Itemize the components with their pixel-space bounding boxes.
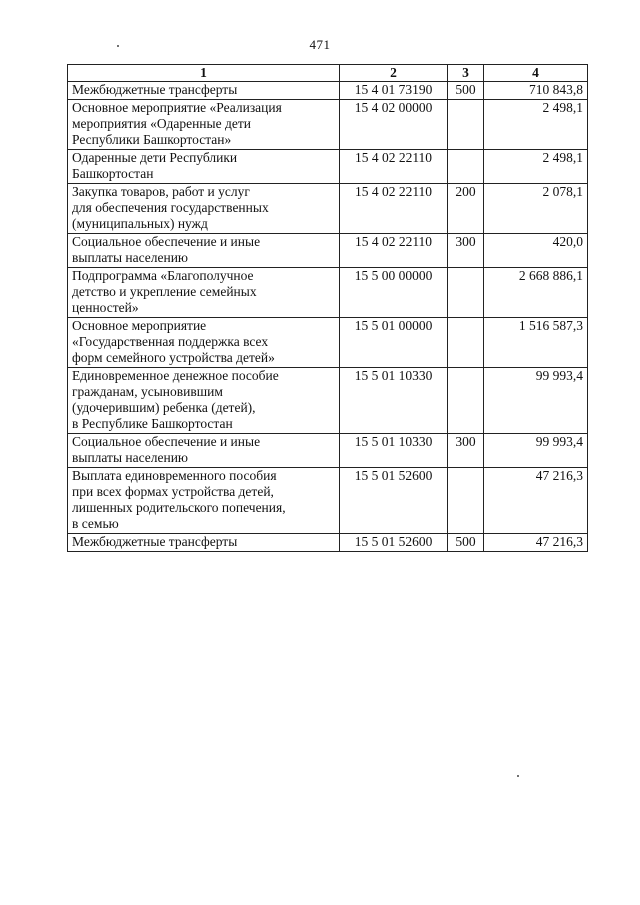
table-row [68, 184, 588, 234]
table-row [68, 234, 588, 268]
row-name-cell: Подпрограмма «Благополучное детство и укрепление семейных ценностей» [68, 268, 340, 318]
row-type-cell: 300 [448, 434, 484, 468]
page-number: 471 [309, 37, 331, 52]
row-amount-cell: 2 498,1 [484, 150, 588, 184]
table-row [68, 268, 588, 318]
row-type-cell: 300 [448, 234, 484, 268]
table-row [68, 468, 588, 534]
row-amount-cell: 710 843,8 [484, 82, 588, 100]
row-code-cell: 15 4 02 22110 [340, 150, 448, 184]
row-type-cell [448, 100, 484, 150]
row-type-cell: 500 [448, 82, 484, 100]
column-header-name: 1 [68, 65, 340, 82]
column-header-amount: 4 [484, 65, 588, 82]
row-name-cell: Основное мероприятие «Государственная поддержка всех форм семейного устройства детей» [68, 318, 340, 368]
row-name-cell: Основное мероприятие «Реализация мероприятия «Одаренные дети Республики Башкортостан» [68, 100, 340, 150]
row-type-cell [448, 368, 484, 434]
scan-speck [517, 775, 519, 777]
row-name-cell: Межбюджетные трансферты [68, 534, 340, 552]
scan-speck [117, 45, 119, 47]
row-amount-cell: 47 216,3 [484, 534, 588, 552]
row-name-cell: Социальное обеспечение и иные выплаты населению [68, 234, 340, 268]
row-name-cell: Межбюджетные трансферты [68, 82, 340, 100]
row-amount-cell: 47 216,3 [484, 468, 588, 534]
budget-table [67, 64, 588, 552]
table-row [68, 534, 588, 552]
row-name-cell: Единовременное денежное пособие гражданам, усыновившим (удочерившим) ребенка (детей), в Республике Башкортостан [68, 368, 340, 434]
row-amount-cell: 420,0 [484, 234, 588, 268]
row-code-cell: 15 4 02 22110 [340, 234, 448, 268]
row-code-cell: 15 4 02 00000 [340, 100, 448, 150]
row-amount-cell: 1 516 587,3 [484, 318, 588, 368]
table-row [68, 318, 588, 368]
row-name-cell: Закупка товаров, работ и услуг для обеспечения государственных (муниципальных) нужд [68, 184, 340, 234]
table-row [68, 82, 588, 100]
row-amount-cell: 99 993,4 [484, 434, 588, 468]
row-type-cell: 500 [448, 534, 484, 552]
table-row [68, 434, 588, 468]
row-code-cell: 15 4 01 73190 [340, 82, 448, 100]
row-type-cell [448, 150, 484, 184]
row-amount-cell: 2 078,1 [484, 184, 588, 234]
row-code-cell: 15 5 01 52600 [340, 534, 448, 552]
row-type-cell [448, 318, 484, 368]
column-header-code: 2 [340, 65, 448, 82]
row-name-cell: Одаренные дети Республики Башкортостан [68, 150, 340, 184]
row-name-cell: Выплата единовременного пособия при всех формах устройства детей, лишенных родительского попечения, в семью [68, 468, 340, 534]
row-code-cell: 15 5 01 00000 [340, 318, 448, 368]
row-amount-cell: 99 993,4 [484, 368, 588, 434]
row-type-cell: 200 [448, 184, 484, 234]
row-code-cell: 15 5 01 52600 [340, 468, 448, 534]
header-row [68, 65, 588, 82]
row-name-cell: Социальное обеспечение и иные выплаты населению [68, 434, 340, 468]
row-amount-cell: 2 498,1 [484, 100, 588, 150]
row-amount-cell: 2 668 886,1 [484, 268, 588, 318]
row-code-cell: 15 5 00 00000 [340, 268, 448, 318]
column-header-type: 3 [448, 65, 484, 82]
row-code-cell: 15 4 02 22110 [340, 184, 448, 234]
row-type-cell [448, 268, 484, 318]
row-code-cell: 15 5 01 10330 [340, 368, 448, 434]
row-type-cell [448, 468, 484, 534]
table-row [68, 100, 588, 150]
table-row [68, 368, 588, 434]
table-row [68, 150, 588, 184]
row-code-cell: 15 5 01 10330 [340, 434, 448, 468]
